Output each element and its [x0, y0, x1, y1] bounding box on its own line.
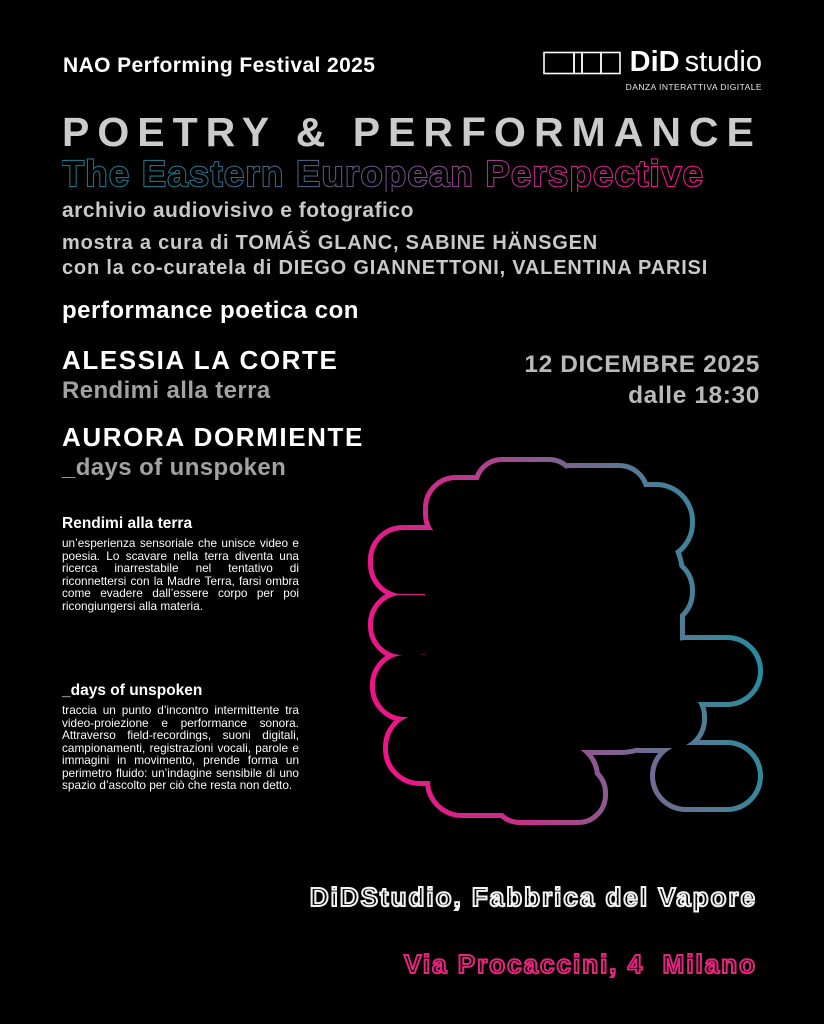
logo-boxes-icon — [543, 51, 623, 75]
venue-block — [310, 846, 757, 1015]
curators-line-2: con la co-curatela di DIEGO GIANNETTONI, VALENTINA PARISI — [62, 256, 709, 279]
description-body: un’esperienza sensoriale che unisce video e poesia. Lo scavare nella terra diventa una ricerca inarrestabile nel tentativo di riconnettersi con la Madre Terra, farsi ombra come evadere dall’essere corpo per poi ricongiungersi alla materia. — [62, 536, 299, 613]
artist-name: AURORA DORMIENTE — [62, 422, 364, 452]
description-days-of-unspoken — [62, 682, 299, 792]
artist-work: _days of unspoken — [62, 453, 287, 481]
logo-tagline: DANZA INTERATTIVA DIGITALE — [625, 82, 762, 92]
artist-block-2 — [62, 423, 364, 482]
subtitle: The Eastern European Perspective — [62, 153, 705, 194]
address-line: Via Procaccini, 4 Milano — [404, 949, 757, 979]
description-body: traccia un punto d’incontro intermittente tra video-proiezione e performance sonora. Attraverso field-recordings, suoni digitali, campionamenti, registrazioni vocali, parole e immagini in movimento, prende forma un perimetro fluido: un’indagine sensibile di uno spazio d’ascolto per ciò che resta non detto. — [62, 703, 299, 792]
archive-line: archivio audiovisivo e fotografico — [62, 199, 414, 222]
logo-word-bold: DiD — [629, 46, 680, 78]
artist-block-1 — [62, 346, 338, 405]
event-time: dalle 18:30 — [628, 382, 760, 409]
artist-name: ALESSIA LA CORTE — [62, 345, 339, 375]
logo-word-light: studio — [684, 46, 762, 78]
event-date: 12 DICEMBRE 2025 — [524, 351, 760, 378]
performance-intro: performance poetica con — [62, 297, 359, 324]
logo-wordmark — [630, 48, 762, 77]
curators-line-1: mostra a cura di TOMÁŠ GLANC, SABINE HÄNSGEN — [62, 232, 599, 254]
description-title: _days of unspoken — [62, 682, 203, 699]
event-datetime — [524, 349, 760, 411]
description-rendimi-alla-terra — [62, 515, 299, 612]
festival-title: NAO Performing Festival 2025 — [63, 54, 376, 77]
description-title: Rendimi alla terra — [62, 515, 193, 532]
did-studio-logo — [543, 48, 762, 92]
venue-line: DiDStudio, Fabbrica del Vapore — [309, 882, 757, 912]
curators-block — [62, 231, 708, 280]
artist-work: Rendimi alla terra — [62, 376, 271, 404]
main-title: POETRY & PERFORMANCE — [62, 109, 762, 155]
